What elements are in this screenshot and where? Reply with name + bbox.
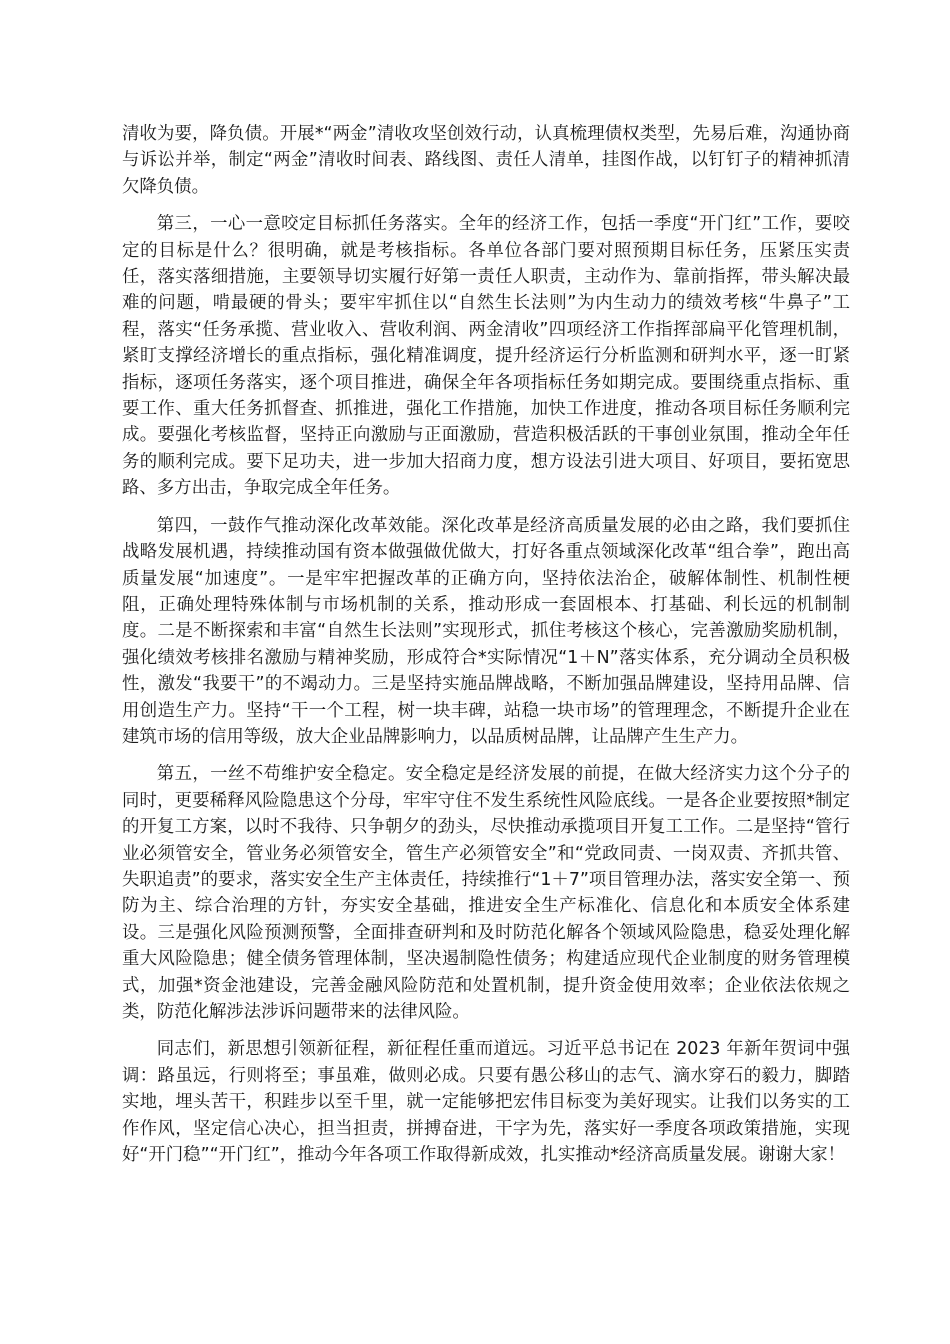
paragraph-closing: 同志们，新思想引领新征程，新征程任重而道远。习近平总书记在 2023 年新年贺词中强调：路虽远，行则将至；事虽难，做则必成。只要有愚公移山的志气、滴水穿石的毅力，脚踏实地，埋头苦干，积跬步以至千里，就一定能够把宏伟目标变为美好现实。让我们以务实的工作作风，坚定信心决心，担当担责，拼搏奋进，干字为先，落实好一季度各项政策措施，实现好“开门稳”“开门红”，推动今年各项工作取得新成效，扎实推动*经济高质量发展。谢谢大家！ xyxy=(122,1039,850,1166)
paragraph-fifth-point: 第五，一丝不苟维护安全稳定。安全稳定是经济发展的前提，在做大经济实力这个分子的同时，更要稀释风险隐患这个分母，牢牢守住不发生系统性风险底线。一是各企业要按照*制定的开复工方案，以时不我待、只争朝夕的劲头，尽快推动承揽项目开复工工作。二是坚持“管行业必须管安全，管业务必须管安全，管生产必须管安全”和“党政同责、一岗双责、齐抓共管、失职追责”的要求，落实安全生产主体责任，持续推行“1＋7”项目管理办法，落实安全第一、预防为主、综合治理的方针，夯实安全基础，推进安全生产标准化、信息化和本质安全体系建设。三是强化风险预测预警，全面排查研判和及时防范化解各个领域风险隐患，稳妥处理化解重大风险隐患；健全债务管理体制，坚决遏制隐性债务；构建适应现代企业制度的财务管理模式，加强*资金池建设，完善金融风险防范和处置机制，提升资金使用效率；企业依法依规之类，防范化解涉法涉诉问题带来的法律风险。 xyxy=(122,764,850,1022)
document-body xyxy=(122,121,850,1168)
paragraph-continuation: 清收为要，降负债。开展*“两金”清收攻坚创效行动，认真梳理债权类型，先易后难，沟通协商与诉讼并举，制定“两金”清收时间表、路线图、责任人清单，挂图作战，以钉钉子的精神抓清欠降负债。 xyxy=(122,124,850,197)
paragraph-third-point: 第三，一心一意咬定目标抓任务落实。全年的经济工作，包括一季度“开门红”工作，要咬定的目标是什么？很明确，就是考核指标。各单位各部门要对照预期目标任务，压紧压实责任，落实落细措施，主要领导切实履行好第一责任人职责，主动作为、靠前指挥，带头解决最难的问题，啃最硬的骨头；要牢牢抓住以“自然生长法则”为内生动力的绩效考核“牛鼻子”工程，落实“任务承揽、营业收入、营收利润、两金清收”四项经济工作指挥部扁平化管理机制，紧盯支撑经济增长的重点指标，强化精准调度，提升经济运行分析监测和研判水平，逐一盯紧指标，逐项任务落实，逐个项目推进，确保全年各项指标任务如期完成。要围绕重点指标、重要工作、重大任务抓督查、抓推进，强化工作措施，加快工作进度，推动各项目标任务顺利完成。要强化考核监督，坚持正向激励与正面激励，营造积极活跃的干事创业氛围，推动全年任务的顺利完成。要下足功夫，进一步加大招商力度，想方设法引进大项目、好项目，要拓宽思路、多方出击，争取完成全年任务。 xyxy=(122,214,850,499)
paragraph-fourth-point: 第四，一鼓作气推动深化改革效能。深化改革是经济高质量发展的必由之路，我们要抓住战略发展机遇，持续推动国有资本做强做优做大，打好各重点领域深化改革“组合拳”，跑出高质量发展“加速度”。一是牢牢把握改革的正确方向，坚持依法治企，破解体制性、机制性梗阻，正确处理特殊体制与市场机制的关系，推动形成一套固根本、打基础、利长远的机制制度。二是不断探索和丰富“自然生长法则”实现形式，抓住考核这个核心，完善激励奖励机制，强化绩效考核排名激励与精神奖励，形成符合*实际情况“1＋N”落实体系，充分调动全员积极性，激发“我要干”的不竭动力。三是坚持实施品牌战略，不断加强品牌建设，坚持用品牌、信用创造生产力。坚持“干一个工程，树一块丰碑，站稳一块市场”的管理理念，不断提升企业在建筑市场的信用等级，放大企业品牌影响力，以品质树品牌，让品牌产生生产力。 xyxy=(122,515,850,747)
